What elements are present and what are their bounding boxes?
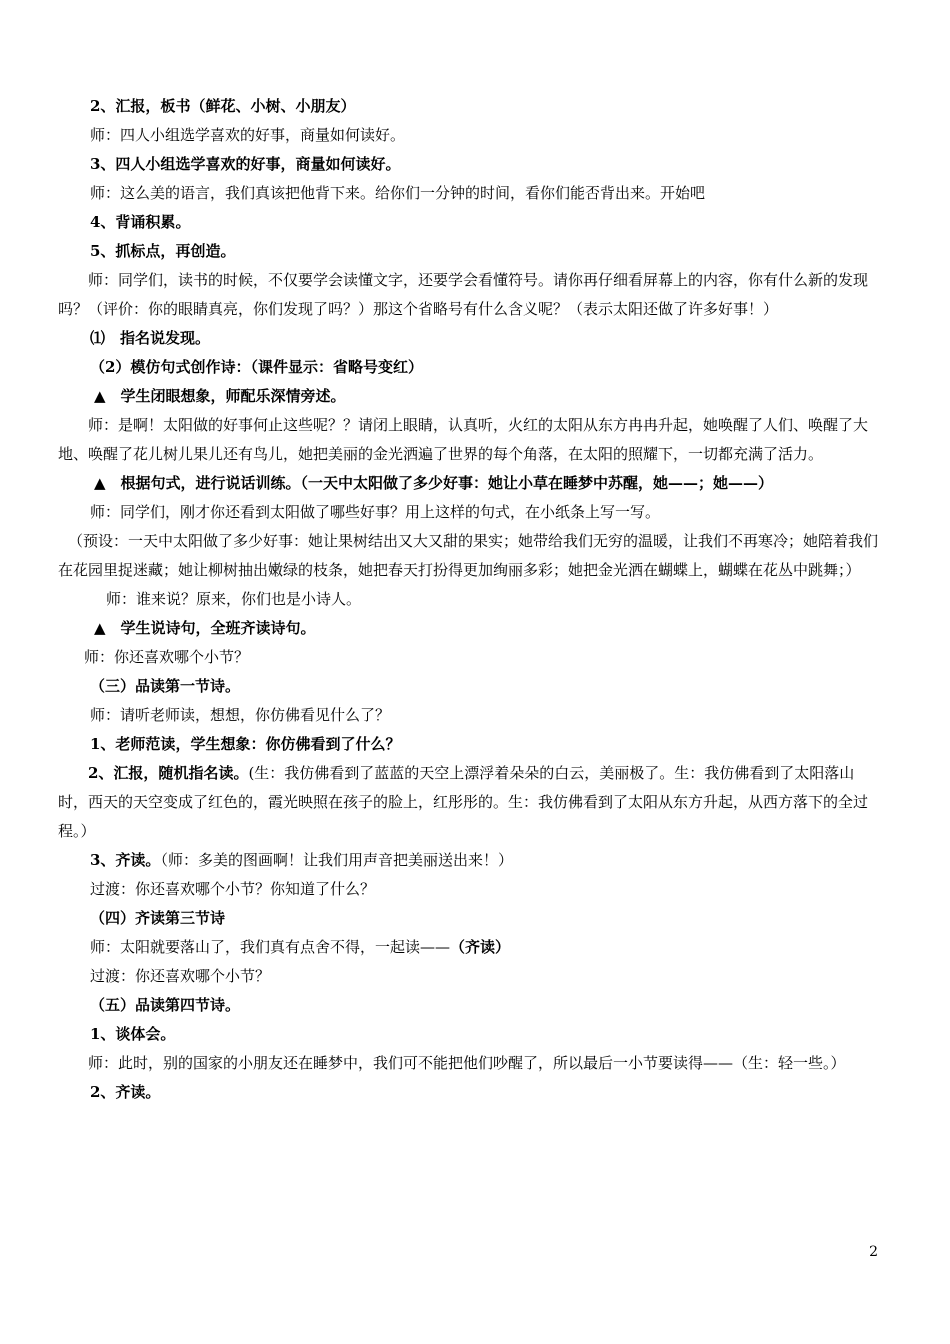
paragraph: 4、背诵积累。	[90, 213, 191, 231]
paragraph: 师：请听老师读，想想，你仿佛看见什么了？	[90, 706, 391, 724]
paragraph: ▲ 学生说诗句，全班齐读诗句。	[94, 619, 316, 637]
paragraph: 师：此时，别的国家的小朋友还在睡梦中，我们可不能把他们吵醒了，所以最后一小节要读得——（生：轻一些。）	[88, 1054, 846, 1072]
document-body	[58, 92, 880, 1107]
paragraph: 师：同学们，读书的时候，不仅要学会读懂文字，还要学会看懂符号。请你再仔细看屏幕上的内容，你有什么新的发现吗？（评价：你的眼睛真亮，你们发现了吗？）那这个省略号有什么含义呢？（表示太阳还做了许多好事！）	[58, 271, 869, 318]
paragraph-body: (生：我仿佛看到了蓝蓝的天空上漂浮着朵朵的白云，美丽极了。生：我仿佛看到了太阳落山时，西天的天空变成了红色的，霞光映照在孩子的脸上，红彤彤的。生：我仿佛看到了太阳从东方升起，从西方落下的全过程。）	[58, 764, 869, 840]
paragraph: 师：你还喜欢哪个小节？	[84, 648, 250, 666]
paragraph: 2、汇报，板书（鲜花、小树、小朋友）	[90, 97, 356, 115]
paragraph: ⑴ 指名说发现。	[90, 329, 211, 347]
paragraph	[58, 933, 880, 962]
paragraph: 过渡：你还喜欢哪个小节？	[90, 967, 271, 985]
paragraph: （2）模仿句式创作诗：（课件显示：省略号变红）	[90, 358, 423, 376]
paragraph: （预设：一天中太阳做了多少好事：她让果树结出又大又甜的果实；她带给我们无穷的温暖，让我们不再寒冷；她陪着我们在花园里捉迷藏；她让柳树抽出嫩绿的枝条，她把春天打扮得更加绚丽多彩；她把金光洒在蝴蝶上，蝴蝶在花丛中跳舞；）	[58, 532, 879, 579]
paragraph: 师：谁来说？原来，你们也是小诗人。	[106, 590, 362, 608]
paragraph: 5、抓标点，再创造。	[90, 242, 236, 260]
paragraph	[58, 846, 880, 875]
paragraph: ▲ 根据句式，进行说话训练。（一天中太阳做了多少好事：她让小草在睡梦中苏醒，她——；她——）	[94, 474, 774, 492]
paragraph: 师：是啊！太阳做的好事何止这些呢？？请闭上眼睛，认真听，火红的太阳从东方冉冉升起，她唤醒了人们、唤醒了大地、唤醒了花儿树儿果儿还有鸟儿，她把美丽的金光洒遍了世界的每个角落，在太阳的照耀下，一切都充满了活力。	[58, 416, 869, 463]
paragraph: ▲ 学生闭眼想象，师配乐深情旁述。	[94, 387, 346, 405]
paragraph: 3、四人小组选学喜欢的好事，商量如何读好。	[90, 155, 401, 173]
paragraph-lead: 3、齐读。	[90, 851, 161, 869]
paragraph	[58, 759, 880, 846]
paragraph: （五）品读第四节诗。	[90, 996, 241, 1014]
page-number: 2	[869, 1244, 878, 1260]
paragraph: 1、老师范读，学生想象：你仿佛看到了什么？	[90, 735, 401, 753]
paragraph-body: 师：太阳就要落山了，我们真有点舍不得，一起读——	[90, 938, 451, 956]
paragraph: 师：同学们，刚才你还看到太阳做了哪些好事？用上这样的句式，在小纸条上写一写。	[90, 503, 661, 521]
paragraph: 过渡：你还喜欢哪个小节？你知道了什么？	[90, 880, 376, 898]
paragraph: 师：这么美的语言，我们真该把他背下来。给你们一分钟的时间，看你们能否背出来。开始吧	[90, 184, 706, 202]
paragraph: 2、齐读。	[90, 1083, 161, 1101]
paragraph: 师：四人小组选学喜欢的好事，商量如何读好。	[90, 126, 406, 144]
paragraph: （三）品读第一节诗。	[90, 677, 241, 695]
paragraph: （四）齐读第三节诗	[90, 909, 226, 927]
paragraph-body: （师：多美的图画啊！让我们用声音把美丽送出来！）	[160, 851, 513, 869]
paragraph-tail: （齐读）	[450, 938, 511, 956]
paragraph-lead: 2、汇报，随机指名读。	[88, 764, 249, 782]
paragraph: 1、谈体会。	[90, 1025, 176, 1043]
